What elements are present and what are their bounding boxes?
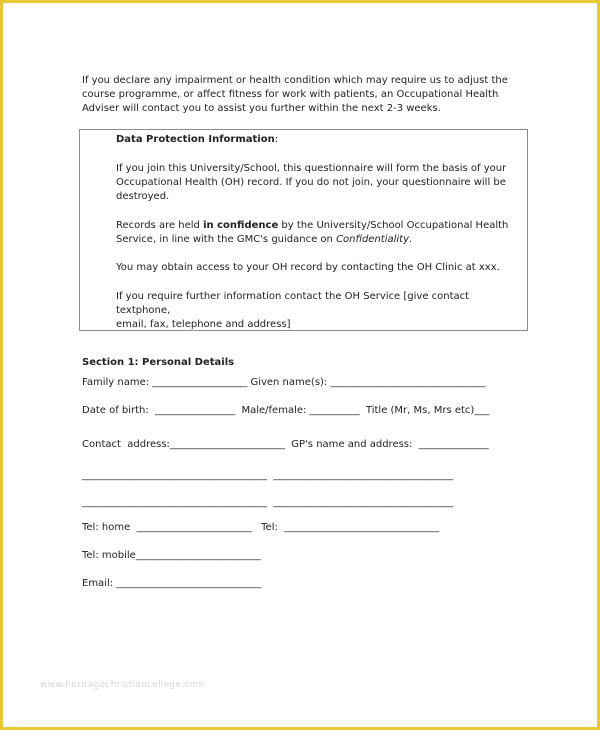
intro-line: course programme, or affect fitness for work with patients, an Occupational Health [82,89,499,100]
join-line-1: If you join this University/School, this questionnaire will form the basis of your [116,163,507,174]
data-protection-title [116,134,278,145]
further-info-line-1: If you require further information contact the OH Service [give contact textphone, [116,291,470,316]
family-given-name-row[interactable]: Family name: ___________________ Given name(s): _______________________________ [82,377,486,388]
intro-line: Adviser will contact you to assist you further within the next 2-3 weeks. [82,103,441,114]
tel-mobile-row[interactable]: Tel: mobile_________________________ [82,550,261,561]
confidence-bold: in confidence [203,220,279,231]
dob-sex-title-row[interactable]: Date of birth: ________________ Male/female: __________ Title (Mr, Ms, Mrs etc)___ [82,405,490,416]
email-row[interactable]: Email: _____________________________ [82,578,262,589]
address-line-row[interactable]: _____________________________________ ____________________________________ [82,470,454,481]
access-paragraph: You may obtain access to your OH record by contacting the OH Clinic at xxx. [116,262,500,273]
intro-paragraph [82,74,522,116]
section-1-title: Section 1: Personal Details [82,357,235,368]
data-protection-title-colon: : [274,134,279,145]
tel-home-row[interactable]: Tel: home _______________________ Tel: _______________________________ [82,522,440,533]
data-protection-box [79,129,528,331]
confidentiality-italic: Confidentiality [336,234,410,245]
confidence-line2-pre: Service, in line with the GMC's guidance on [116,234,337,245]
confidence-pre: Records are held [116,220,204,231]
join-line-2: Occupational Health (OH) record. If you do not join, your questionnaire will be [116,177,506,188]
join-line-3: destroyed. [116,191,170,202]
further-info-line-2: email, fax, telephone and address] [116,319,291,330]
contact-gp-address-row[interactable]: Contact address:_______________________ GP's name and address: ______________ [82,439,489,450]
further-info-paragraph [116,290,526,332]
intro-line: If you declare any impairment or health condition which may require us to adjust the [82,75,508,86]
confidence-post: by the University/School Occupational Health [278,220,509,231]
data-protection-title-text: Data Protection Information [116,134,275,145]
confidence-end: . [409,234,413,245]
address-line-row[interactable]: _____________________________________ ____________________________________ [82,497,454,508]
join-paragraph [116,162,516,204]
confidence-paragraph [116,219,516,247]
watermark: www.heritagechristiancollege.com [40,680,205,690]
